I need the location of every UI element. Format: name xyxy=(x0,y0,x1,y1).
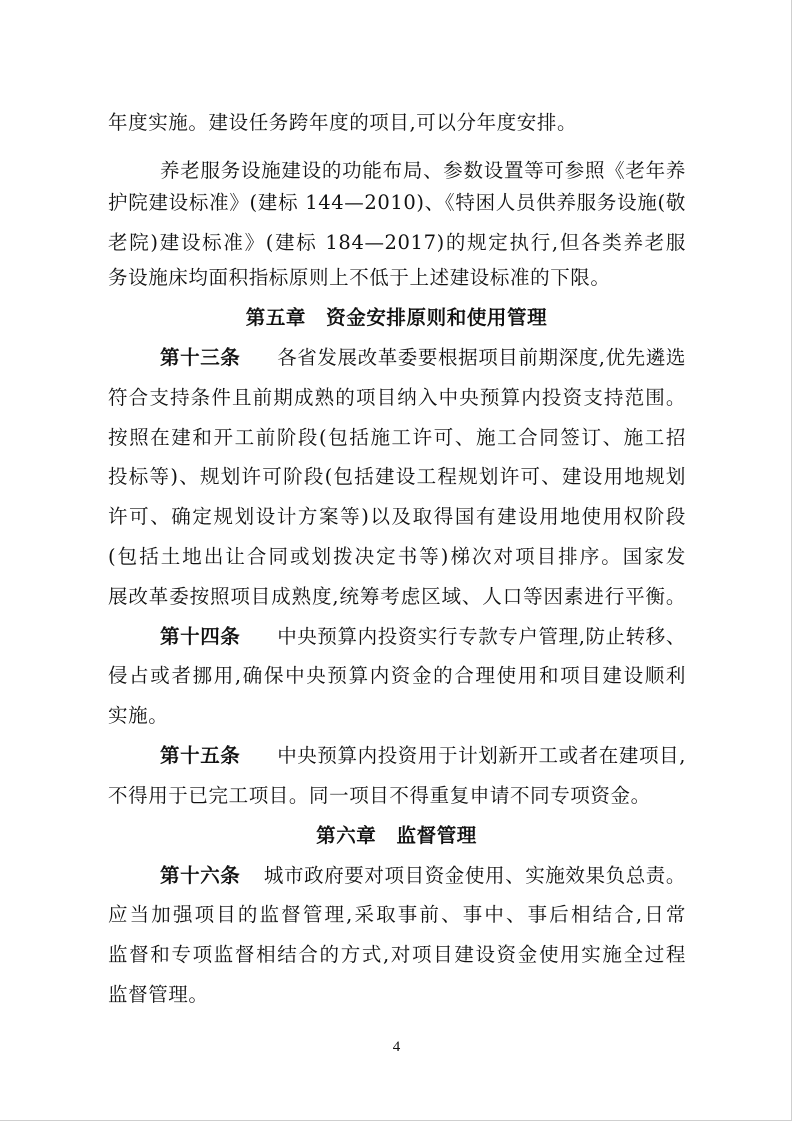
article-13-label: 第十三条 xyxy=(160,346,241,369)
article-16-line-1: 城市政府要对项目资金使用、实施效果负总责。 xyxy=(263,864,686,887)
standards-line-4: 务设施床均面积指标原则上不低于上述建设标准的下限。 xyxy=(108,266,611,289)
article-16-line-3: 监督和专项监督相结合的方式,对项目建设资金使用实施全过程 xyxy=(108,943,686,966)
article-14-label: 第十四条 xyxy=(160,625,241,648)
article-15-first-line xyxy=(160,744,686,768)
article-15-line-2: 不得用于已完工项目。同一项目不得重复申请不同专项资金。 xyxy=(108,784,651,807)
continuation-line-1: 年度实施。建设任务跨年度的项目,可以分年度安排。 xyxy=(108,111,578,134)
standards-line-2: 护院建设标准》(建标 144—2010)、《特困人员供养服务设施(敬 xyxy=(108,191,686,214)
article-15-label: 第十五条 xyxy=(160,744,241,767)
article-13-line-2: 符合支持条件且前期成熟的项目纳入中央预算内投资支持范围。 xyxy=(108,386,686,409)
article-16-first-line xyxy=(160,864,686,888)
chapter-6-heading: 第六章 监督管理 xyxy=(316,824,477,847)
article-16-line-2: 应当加强项目的监督管理,采取事前、事中、事后相结合,日常 xyxy=(108,903,686,926)
article-16-label: 第十六条 xyxy=(160,864,241,887)
article-13-line-4: 投标等)、规划许可阶段(包括建设工程规划许可、建设用地规划 xyxy=(108,465,686,488)
article-13-first-line xyxy=(160,346,686,370)
article-13-line-3: 按照在建和开工前阶段(包括施工许可、施工合同签订、施工招 xyxy=(108,426,686,449)
article-14-line-2: 侵占或者挪用,确保中央预算内资金的合理使用和项目建设顺利 xyxy=(108,664,686,687)
article-16-line-4: 监督管理。 xyxy=(108,983,209,1006)
article-13-line-7: 展改革委按照项目成熟度,统筹考虑区域、人口等因素进行平衡。 xyxy=(108,585,686,608)
standards-line-1: 养老服务设施建设的功能布局、参数设置等可参照《老年养 xyxy=(160,159,686,182)
article-15-line-1: 中央预算内投资用于计划新开工或者在建项目, xyxy=(277,744,686,767)
article-13-line-5: 许可、确定规划设计方案等)以及取得国有建设用地使用权阶段 xyxy=(108,505,686,528)
page-number: 4 xyxy=(392,1039,401,1055)
article-13-line-6: (包括土地出让合同或划拨决定书等)梯次对项目排序。国家发 xyxy=(108,545,686,568)
standards-line-3: 老院)建设标准》(建标 184—2017)的规定执行,但各类养老服 xyxy=(108,231,686,254)
chapter-5-heading: 第五章 资金安排原则和使用管理 xyxy=(245,306,548,329)
article-14-line-3: 实施。 xyxy=(108,704,169,727)
article-13-line-1: 各省发展改革委要根据项目前期深度,优先遴选 xyxy=(277,346,686,369)
article-14-line-1: 中央预算内投资实行专款专户管理,防止转移、 xyxy=(277,625,686,648)
article-14-first-line xyxy=(160,625,686,649)
